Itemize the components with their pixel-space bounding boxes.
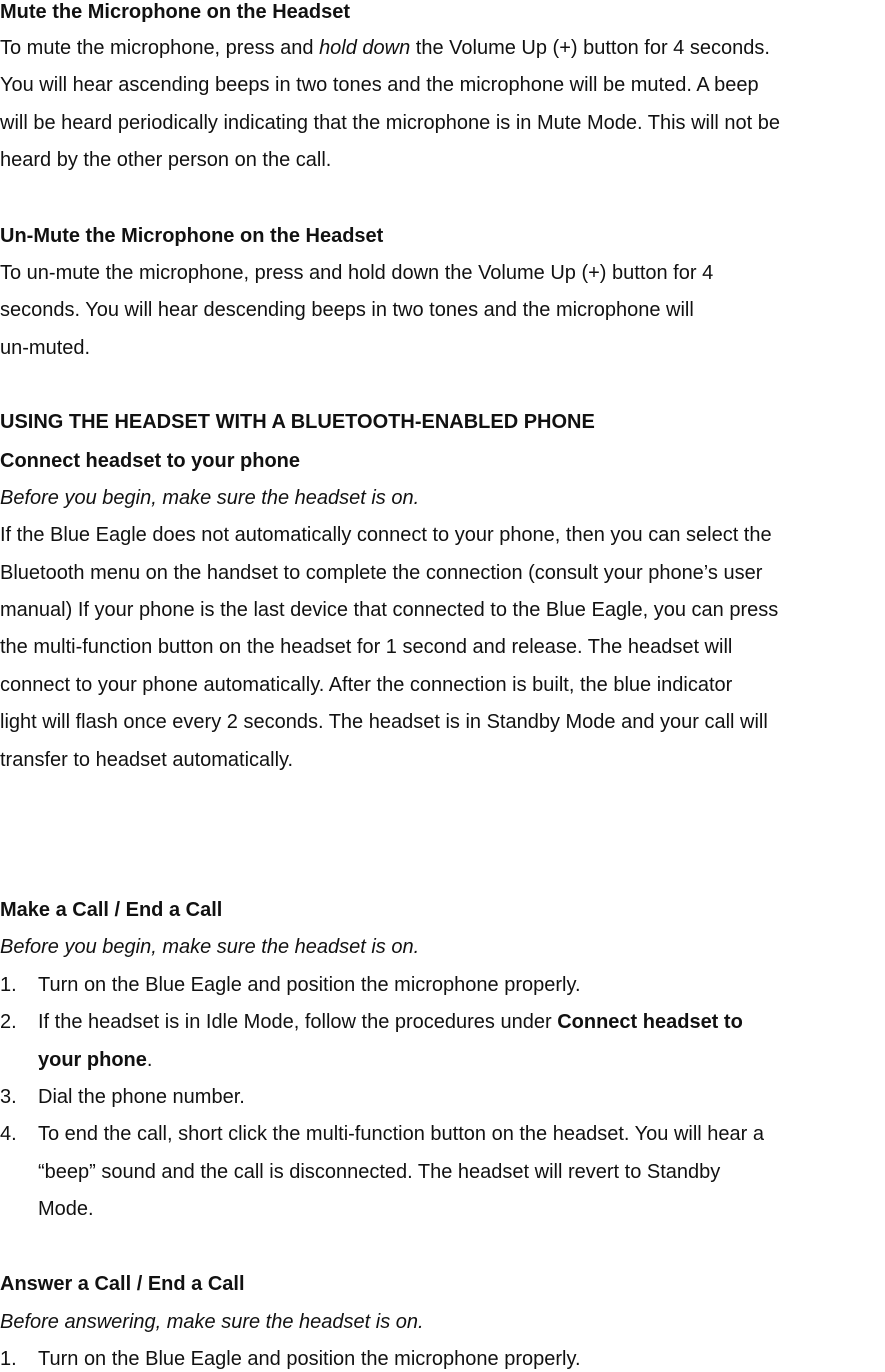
make-call-step-2-line-2 [38, 1048, 152, 1072]
connect-paragraph-line-5: connect to your phone automatically. After the connection is built, the blue indicator [0, 674, 733, 696]
list-number: 4. [0, 1123, 17, 1145]
unmute-paragraph-line-3: un-muted. [0, 337, 91, 359]
make-call-step-4-line-2: “beep” sound and the call is disconnected. The headset will revert to Standby [38, 1161, 721, 1183]
connect-paragraph-line-6: light will flash once every 2 seconds. The headset is in Standby Mode and your call will [0, 711, 768, 733]
mute-paragraph-line-2: You will hear ascending beeps in two tones and the microphone will be muted. A beep [0, 74, 759, 96]
list-number: 3. [0, 1086, 17, 1108]
connect-heading: Connect headset to your phone [0, 450, 301, 472]
make-call-step-4-line-1: To end the call, short click the multi-function button on the headset. You will hear a [38, 1123, 764, 1145]
answer-call-note: Before answering, make sure the headset is on. [0, 1311, 424, 1333]
mute-text: To mute the microphone, press and [0, 37, 320, 59]
section-heading: USING THE HEADSET WITH A BLUETOOTH-ENABLED PHONE [0, 411, 595, 433]
connect-paragraph-line-1: If the Blue Eagle does not automatically connect to your phone, then you can select the [0, 524, 772, 546]
make-call-step-2-line-1 [38, 1010, 743, 1034]
connect-paragraph-line-7: transfer to headset automatically. [0, 749, 294, 771]
unmute-paragraph-line-2: seconds. You will hear descending beeps in two tones and the microphone will [0, 299, 694, 321]
mute-heading: Mute the Microphone on the Headset [0, 1, 351, 23]
connect-note: Before you begin, make sure the headset is on. [0, 487, 420, 509]
mute-paragraph-line-4: heard by the other person on the call. [0, 149, 332, 171]
answer-call-heading: Answer a Call / End a Call [0, 1273, 245, 1295]
make-call-heading: Make a Call / End a Call [0, 899, 223, 921]
mute-paragraph-line-1 [0, 36, 770, 60]
make-call-step-1: Turn on the Blue Eagle and position the microphone properly. [38, 974, 581, 996]
step-emphasis: Connect headset to [557, 1011, 743, 1033]
make-call-note: Before you begin, make sure the headset is on. [0, 936, 420, 958]
answer-call-step-1: Turn on the Blue Eagle and position the microphone properly. [38, 1348, 581, 1370]
mute-paragraph-line-3: will be heard periodically indicating that the microphone is in Mute Mode. This will not be [0, 112, 781, 134]
make-call-step-4-line-3: Mode. [38, 1198, 94, 1220]
unmute-heading: Un-Mute the Microphone on the Headset [0, 225, 384, 247]
list-number: 2. [0, 1011, 17, 1033]
connect-paragraph-line-3: manual) If your phone is the last device that connected to the Blue Eagle, you can press [0, 599, 779, 621]
list-number: 1. [0, 1348, 17, 1370]
mute-emphasis: hold down [319, 37, 411, 59]
step-text: . [146, 1049, 153, 1071]
unmute-paragraph-line-1: To un-mute the microphone, press and hold down the Volume Up (+) button for 4 [0, 262, 714, 284]
connect-paragraph-line-2: Bluetooth menu on the handset to complete the connection (consult your phone’s user [0, 562, 763, 584]
step-text: If the headset is in Idle Mode, follow the procedures under [38, 1011, 558, 1033]
connect-paragraph-line-4: the multi-function button on the headset for 1 second and release. The headset will [0, 636, 733, 658]
list-number: 1. [0, 974, 17, 996]
make-call-step-3: Dial the phone number. [38, 1086, 245, 1108]
step-emphasis: your phone [38, 1049, 147, 1071]
mute-text: the Volume Up (+) button for 4 seconds. [410, 37, 770, 59]
